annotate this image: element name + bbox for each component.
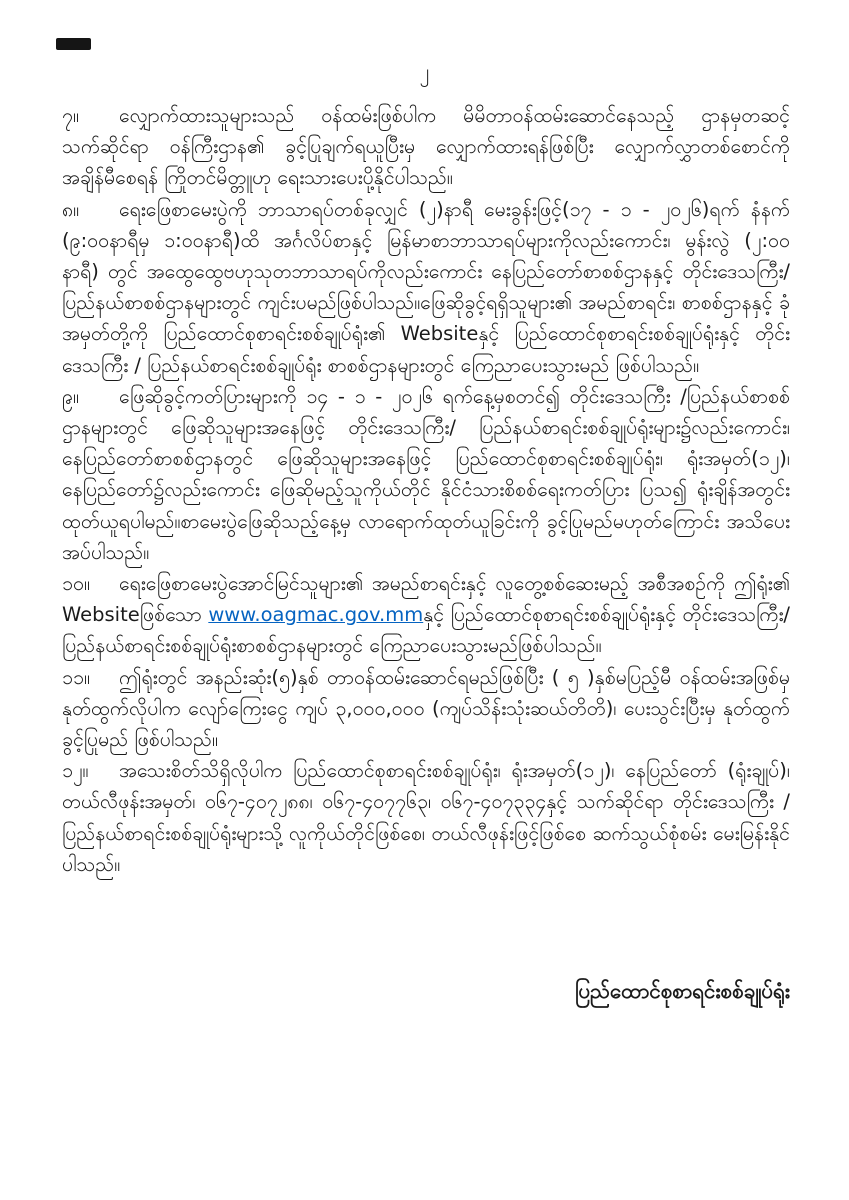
- paragraph-11-text: ဤရုံးတွင် အနည်းဆုံး(၅)နှစ် တာဝန်ထမ်းဆောင်ရမည်ဖြစ်ပြီး ( ၅ )နှစ်မပြည့်မီ ဝန်ထမ်းအဖြစ်မှ နုတ်ထွက်လိုပါက လျော်ကြေးငွေ ကျပ် ၃,၀၀၀,၀၀၀ (ကျပ်သိန်းသုံးဆယ်တိတိ)၊ ပေးသွင်းပြီးမှ နုတ်ထွက် ခွင့်ပြုမည် ဖြစ်ပါသည်။: [62, 665, 790, 752]
- paragraph-7-number: ၇။: [62, 104, 79, 127]
- paragraph-9-number: ၉။: [62, 384, 79, 408]
- document-body: [62, 100, 790, 1007]
- website-link[interactable]: www.oagmac.gov.mm: [208, 603, 424, 627]
- signature-office-name: ပြည်ထောင်စုစာရင်းစစ်ချုပ်ရုံး: [575, 979, 790, 1004]
- paragraph-8-text: ရေးဖြေစာမေးပွဲကို ဘာသာရပ်တစ်ခုလျှင် (၂)နာရီ မေးခွန်းဖြင့်(၁၇ - ၁ - ၂၀၂၆)ရက် နံနက် (၉:၀၀နာရီမှ ၁:၀၀နာရီ)ထိ အင်္ဂလိပ်စာနှင့် မြန်မာစာဘာသာရပ်များကိုလည်းကောင်း၊ မွန်းလွဲ (၂:၀၀ နာရီ) တွင် အထွေထွေဗဟုသုတဘာသာရပ်ကိုလည်းကောင်း နေပြည်တော်စာစစ်ဌာနနှင့် တိုင်းဒေသကြီး/ ပြည်နယ်စာစစ်ဌာနများတွင် ကျင်းပမည်ဖြစ်ပါသည်။ဖြေဆိုခွင့်ရရှိသူများ၏ အမည်စာရင်း၊ စာစစ်ဌာနနှင့် ခုံအမှတ်တို့ကို ပြည်ထောင်စုစာရင်းစစ်ချုပ်ရုံး၏ Websiteနှင့် ပြည်ထောင်စုစာရင်းစစ်ချုပ်ရုံးနှင့် တိုင်းဒေသကြီး / ပြည်နယ်စာရင်းစစ်ချုပ်ရုံး စာစစ်ဌာနများတွင် ကြေညာပေးသွားမည် ဖြစ်ပါသည်။: [62, 197, 790, 377]
- paragraph-10-text-after-link: နှင့် ပြည်ထောင်စုစာရင်းစစ်ချုပ်ရုံးနှင့် တိုင်းဒေသကြီး/ ပြည်နယ်စာရင်းစစ်ချုပ်ရုံးစာစစ်ဌာနများတွင် ကြေညာပေးသွားမည်ဖြစ်ပါသည်။: [62, 603, 790, 658]
- paragraph-12-number: ၁၂။: [62, 759, 89, 783]
- paragraph-9-text: ဖြေဆိုခွင့်ကတ်ပြားများကို ၁၄ - ၁ - ၂၀၂၆ ရက်နေ့မှစတင်၍ တိုင်းဒေသကြီး /ပြည်နယ်စာစစ်ဌာနများတွင် ဖြေဆိုသူများအနေဖြင့် တိုင်းဒေသကြီး/ ပြည်နယ်စာရင်းစစ်ချုပ်ရုံးများ၌လည်းကောင်း၊ နေပြည်တော်စာစစ်ဌာနတွင် ဖြေဆိုသူများအနေဖြင့် ပြည်ထောင်စုစာရင်းစစ်ချုပ်ရုံး၊ ရုံးအမှတ်(၁၂)၊ နေပြည်တော်၌လည်းကောင်း ဖြေဆိုမည့်သူကိုယ်တိုင် နိုင်ငံသားစိစစ်ရေးကတ်ပြား ပြသ၍ ရုံးချိန်အတွင်း ထုတ်ယူရပါမည်။စာမေးပွဲဖြေဆိုသည့်နေ့မှ လာရောက်ထုတ်ယူခြင်းကို ခွင့်ပြုမည်မဟုတ်ကြောင်း အသိပေးအပ်ပါသည်။: [62, 384, 790, 564]
- paragraph-9: [62, 381, 790, 568]
- page-number: ၂: [419, 59, 430, 83]
- scan-artifact-mark: [56, 38, 91, 50]
- paragraph-11: [62, 662, 790, 756]
- paragraph-7-text: လျှောက်ထားသူများသည် ဝန်ထမ်းဖြစ်ပါက မိမိတာဝန်ထမ်းဆောင်နေသည့် ဌာနမှတဆင့် သက်ဆိုင်ရာ ဝန်ကြီးဌာန၏ ခွင့်ပြုချက်ရယူပြီးမှ လျှောက်ထားရန်ဖြစ်ပြီး လျှောက်လွှာတစ်စောင်ကို အချိန်မီစေရန် ကြိုတင်မိတ္တူဟု ရေးသားပေးပို့နိုင်ပါသည်။: [62, 104, 790, 190]
- paragraph-8-number: ၈။: [62, 197, 80, 221]
- paragraph-10: [62, 568, 790, 662]
- paragraph-12: [62, 755, 790, 880]
- paragraph-10-number: ၁၀။: [62, 572, 90, 596]
- paragraph-11-number: ၁၁။: [62, 665, 90, 689]
- paragraph-8: [62, 194, 790, 381]
- paragraph-7: [62, 100, 790, 194]
- paragraph-10-text-before-link: ရေးဖြေစာမေးပွဲအောင်မြင်သူများ၏ အမည်စာရင်းနှင့် လူတွေ့စစ်ဆေးမည့် အစီအစဉ်ကို ဤရုံး၏ Websiteဖြစ်သော: [62, 572, 790, 627]
- paragraph-12-text: အသေးစိတ်သိရှိလိုပါက ပြည်ထောင်စုစာရင်းစစ်ချုပ်ရုံး၊ ရုံးအမှတ်(၁၂)၊ နေပြည်တော် (ရုံးချုပ်)၊ တယ်လီဖုန်းအမှတ်၊ ၀၆၇-၄၀၇၂၈၈၊ ၀၆၇-၄၀၇၇၆၃၊ ၀၆၇-၄၀၇၃၃၄နှင့် သက်ဆိုင်ရာ တိုင်းဒေသကြီး / ပြည်နယ်စာရင်းစစ်ချုပ်ရုံးများသို့ လူကိုယ်တိုင်ဖြစ်စေ၊ တယ်လီဖုန်းဖြင့်ဖြစ်စေ ဆက်သွယ်စုံစမ်း မေးမြန်းနိုင်ပါသည်။: [62, 759, 790, 876]
